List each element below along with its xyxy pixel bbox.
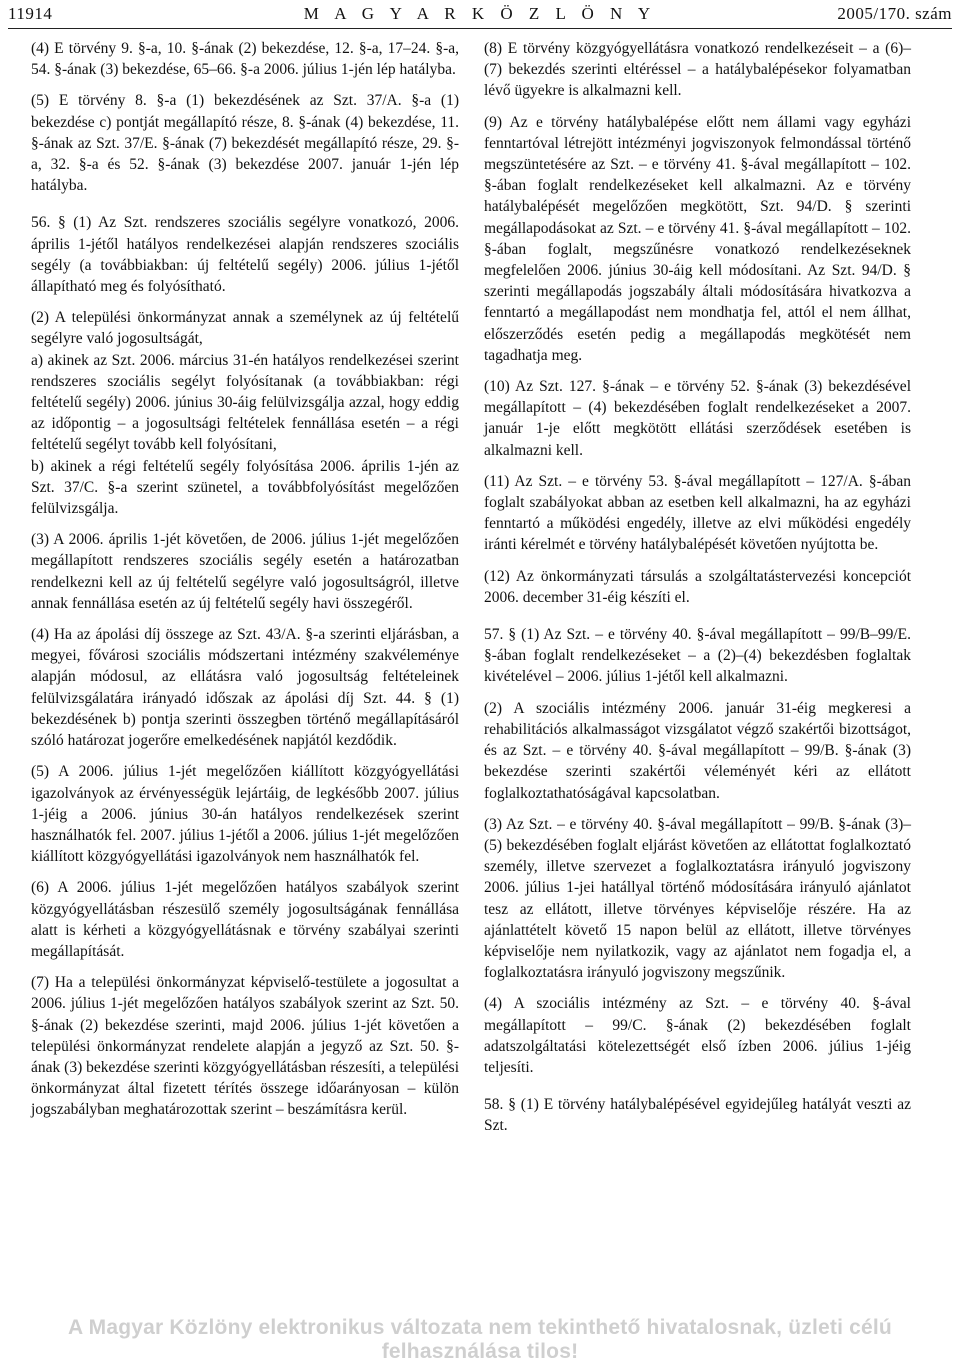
paragraph: (4) A szociális intézmény az Szt. – e törvény 40. §-ával megállapított – 99/C. §-ának (2) bekezdésében foglalt adatszolgáltatási kötelezettségét első ízben 2006. július 1-jéig teljesíti. — [484, 995, 911, 1076]
section-58: 58. § (1) E törvény hatálybalépésével egyidejűleg hatályát veszti az Szt. — [484, 1096, 911, 1135]
paragraph: (2) A szociális intézmény 2006. január 31-éig megkeresi a rehabilitációs alkalmasságot vizsgálatot végző szakértői bizottságot, és az Szt. – e törvény 40. §-ával megállapított – 99/B. §-ának (3) bekezdése szerinti szakértői véleményét kéri az ellátott foglalkoztathatóságával kapcsolatban. — [484, 699, 911, 802]
header-rule — [8, 28, 952, 29]
paragraph: (4) E törvény 9. §-a, 10. §-ának (2) bekezdése, 12. §-a, 17–24. §-a, 54. §-ának (3) bekezdése, 65–66. §-a 2006. július 1-jén lép hatályba. — [31, 40, 459, 79]
paragraph: (9) Az e törvény hatálybalépése előtt nem állami vagy egyházi fenntartóval létrejött intézményi jogviszonyok felmondással történő megszüntetésére az Szt. – e törvény 41. §-ával megállapított – 102. §-ában foglalt rendelkezéseket kell alkalmazni. Az e törvény hatálybalépését megelőzően megkötött, Szt. 94/D. § szerinti megállapodásokat az Szt. – e törvény 41. §-ával megállapított – 102. §-ában foglalt, megszűnésre vonatkozó rendelkezéseknek megfelelően 2006. június 30-áig kell módosítani. Az Szt. 94/D. § szerinti megállapodás jogszabály általi módosítására hivatkozva a fenntartó a megállapodást nem mondhatja fel, attól el nem állhat, előszerződés esetén pedig a megállapodás megkötését nem tagadhatja meg. — [484, 113, 911, 364]
paragraph: (8) E törvény közgyógyellátásra vonatkozó rendelkezéseit – a (6)–(7) bekezdés szerinti eltéréssel – a hatálybalépésekor folyamatban lévő ügyekre is alkalmazni kell. — [484, 40, 911, 100]
issue-number: 2005/170. szám — [837, 4, 952, 23]
page-header — [8, 4, 952, 26]
page-number: 11914 — [8, 4, 53, 23]
journal-title: M A G Y A R K Ö Z L Ö N Y — [303, 4, 657, 23]
paragraph: (7) Ha a települési önkormányzat képviselő-testülete a jogosultat a 2006. július 1-jét megelőzően hatályos szabályok szerint az Szt. 50. §-ának (2) bekezdése szerinti, majd 2006. július 1-jét követően a települési önkormányzat rendelete alapján a jegyző az Szt. 50. §-ának (3) bekezdése szerinti közgyógyellátásban részesíti, a települési önkormányzat által fizetett térítés összege időarányosan – külön jogszabályban meghatározottak szerint – beszámításra kerül. — [31, 974, 459, 1119]
paragraph: (3) A 2006. április 1-jét követően, de 2006. július 1-jét megelőzően megállapított rendszeres szociális segély esetén a határozatban rendelkezni kell az új feltételű segélyre való jogosultságról, illetve annak fennállása esetén az új feltételű segély havi összegéről. — [31, 531, 459, 612]
paragraph: (4) Ha az ápolási díj összege az Szt. 43/A. §-a szerinti eljárásban, a megyei, fővárosi szociális módszertani intézmény szakvéleménye alapján módosul, az ellátásra való jogosultság feltételeinek felülvizsgálatára irányadó időszak az ápolási díj Szt. 44. § (1) bekezdésének b) pontja szerinti összegben történő megállapításáról szóló határozat jogerőre emelkedésének napjától kezdődik. — [31, 626, 459, 750]
right-column — [484, 38, 911, 1147]
paragraph: a) akinek az Szt. 2006. március 31-én hatályos rendelkezései szerint rendszeres szociális segélyt folyósítanak (a továbbiakban: régi feltételű segély) 2006. június 30-áig felülvizsgálja azzal, hogy eddig az időpontig – a jogosultsági feltételek fennállása esetén – a régi feltételű segélyt tovább kell folyósítani, — [31, 351, 459, 454]
left-column — [31, 38, 459, 1131]
paragraph: (5) E törvény 8. §-a (1) bekezdésének az Szt. 37/A. §-a (1) bekezdése c) pontját megállapító része, 8. §-ának (4) bekezdése, 11. §-ának az Szt. 37/E. §-ának (7) bekezdését megállapító része, 29. §-a, 32. §-a és 52. §-ának (3) bekezdése 2007. január 1-jén lép hatályba. — [31, 92, 459, 195]
section-57: 57. § (1) Az Szt. – e törvény 40. §-ával megállapított – 99/B–99/E. §-ában foglalt rendelkezéseket – a (2)–(4) bekezdésben foglaltak kivételével – 2006. július 1-jétől kell alkalmazni. — [484, 626, 911, 686]
paragraph: b) akinek a régi feltételű segély folyósítása 2006. április 1-jén az Szt. 37/C. §-a szerint szünetel, a továbbfolyósítást megelőzően felülvizsgálja. — [31, 457, 459, 518]
paragraph: (3) Az Szt. – e törvény 40. §-ával megállapított – 99/B. §-ának (3)–(5) bekezdésében foglalt eljárást követően az ellátottat foglalkoztató személy, illetve szervezet a foglalkoztatásra irányuló jogviszony 2006. július 1-jei hatállyal történő módosítására irányuló ajánlatot tesz az ellátott, illetve törvényes képviselője részére. Ha az ajánlattételt követő 15 napon belül az ellátott, illetve törvényes képviselője nem nyilatkozik, vagy az ajánlatot nem fogadja el, a foglalkoztatásra irányuló jogviszony megszűnik. — [484, 815, 911, 982]
paragraph: (2) A települési önkormányzat annak a személynek az új feltételű segélyre való jogosultságát, — [31, 309, 459, 348]
paragraph: (5) A 2006. július 1-jét megelőzően kiállított közgyógyellátási igazolványok az érvényességük lejártáig, de legkésőbb 2007. július 1-jéig a 2006. június 30-án hatályos rendelkezések szerint használhatók fel. 2007. július 1-jétől a 2006. július 1-jét megelőzően kiállított közgyógyellátási igazolványok nem használhatók fel. — [31, 763, 459, 866]
section-56: 56. § (1) Az Szt. rendszeres szociális segélyre vonatkozó, 2006. április 1-jétől hatályos rendelkezései alapján rendszeres szociális segély (a továbbiakban: új feltételű segély) 2006. július 1-jétől állapítható meg és folyósítható. — [31, 214, 459, 296]
paragraph: (11) Az Szt. – e törvény 53. §-ával megállapított – 127/A. §-ában foglalt szabályokat abban az esetben kell alkalmazni, ha az egyházi fenntartó a működési engedély, illetve az elvi működési engedély iránti kérelmét e törvény hatálybalépését követően nyújtotta be. — [484, 472, 911, 554]
paragraph: (10) Az Szt. 127. §-ának – e törvény 52. §-ának (3) bekezdésével megállapított – (4) bekezdésében foglalt rendelkezéseket a 2007. január 1-je előtt megkötött ellátási szerződések esetében is alkalmazni kell. — [484, 378, 911, 459]
footer-watermark: A Magyar Közlöny elektronikus változata nem tekinthető hivatalosnak, üzleti célú felhasználása tilos! — [68, 1316, 892, 1363]
paragraph: (6) A 2006. július 1-jét megelőzően hatályos szabályok szerint közgyógyellátásban részesülő személy jogosultságának fennállása alatt is kérheti a közgyógyellátásnak e törvény szabályai szerinti megállapítását. — [31, 879, 459, 960]
paragraph: (12) Az önkormányzati társulás a szolgáltatástervezési koncepciót 2006. december 31-éig készíti el. — [484, 567, 911, 606]
